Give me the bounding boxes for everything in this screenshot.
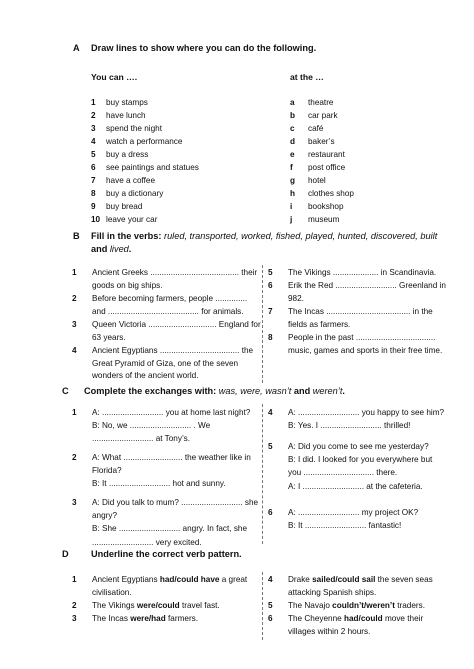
- item-line: Great Pyramid of Giza, one of the seven: [92, 358, 239, 368]
- item-line: A: ........................... my project OK?: [288, 508, 419, 517]
- section-d-letter: D: [62, 549, 69, 559]
- item-number: 10: [91, 215, 101, 224]
- item-line: wonders of the ancient world.: [92, 371, 199, 381]
- item-number: 6: [268, 614, 273, 623]
- item-letter: a: [290, 98, 295, 107]
- item-number: 5: [268, 442, 273, 451]
- item-number: 4: [268, 575, 273, 584]
- item-letter: j: [290, 215, 293, 224]
- item-line: [92, 601, 220, 614]
- item-line: ........................... very excited.: [92, 537, 202, 547]
- item-number: 6: [268, 281, 273, 290]
- section-b-title-end: .: [128, 244, 132, 254]
- item-number: 8: [91, 189, 96, 198]
- item-line: [92, 614, 198, 627]
- item-number: 7: [268, 307, 273, 316]
- item-line: A: Did you talk to mum? ........................... she: [92, 498, 259, 507]
- sentence-fragment: travel fast.: [179, 601, 220, 610]
- item-text: hotel: [308, 176, 326, 185]
- item-line: 982.: [288, 293, 304, 303]
- verb-choice[interactable]: sailed/could sail: [312, 575, 376, 584]
- verb-choice[interactable]: had/could have: [159, 575, 220, 584]
- item-line: Florida?: [92, 466, 122, 476]
- item-text: buy a dress: [106, 150, 149, 159]
- item-number: 3: [91, 124, 96, 133]
- section-b-title-verb-last: lived: [109, 244, 129, 254]
- item-text: theatre: [308, 98, 334, 107]
- sentence-fragment: Ancient Egyptians: [92, 575, 160, 584]
- item-line: villages within 2 hours.: [288, 626, 371, 636]
- item-number: 1: [72, 268, 77, 277]
- item-letter: b: [290, 111, 296, 120]
- verb-choice[interactable]: couldn’t/weren’t: [332, 601, 395, 610]
- section-c-title-words: was, were, wasn’t: [218, 386, 292, 396]
- section-b-title-verbs: ruled, transported, worked, fished, played, hunted, discovered, built: [164, 231, 438, 241]
- item-line: People in the past ...................................: [288, 333, 436, 342]
- section-c-title-and: and: [291, 386, 313, 396]
- section-a-letter: A: [73, 43, 80, 53]
- item-text: restaurant: [308, 150, 345, 159]
- sentence-fragment: The Cheyenne: [288, 614, 344, 623]
- sentence-fragment: Drake: [288, 575, 313, 584]
- item-number: 3: [72, 498, 77, 507]
- item-line: Ancient Egyptians ................................... the: [92, 346, 254, 355]
- item-number: 5: [91, 150, 96, 159]
- section-b-title: [91, 231, 437, 243]
- item-line: A: What .......................... the weather like in: [92, 453, 251, 462]
- item-line: B: Yes. I ........................... thrilled!: [288, 421, 411, 431]
- item-line: ........................... at Tony’s.: [92, 434, 190, 444]
- item-number: 4: [72, 346, 77, 355]
- item-number: 4: [91, 137, 96, 146]
- item-line: Before becoming farmers, people ..............: [92, 294, 248, 303]
- item-line: Erik the Red ........................... Greenland in: [288, 281, 446, 290]
- section-d-title: Underline the correct verb pattern.: [91, 549, 242, 559]
- item-line: B: She ........................... angry. In fact, she: [92, 524, 248, 534]
- section-c-title-end: .: [342, 386, 345, 396]
- item-number: 2: [72, 453, 77, 462]
- item-number: 8: [268, 333, 273, 342]
- item-text: see paintings and statues: [106, 163, 199, 172]
- section-b-divider: [262, 265, 263, 383]
- item-line: B: It ........................... fantastic!: [288, 521, 402, 531]
- item-number: 5: [268, 268, 273, 277]
- item-line: [288, 575, 433, 588]
- item-number: 9: [91, 202, 96, 211]
- item-number: 1: [72, 408, 77, 417]
- item-letter: h: [290, 189, 296, 198]
- item-letter: c: [290, 124, 295, 133]
- sentence-fragment: traders.: [394, 601, 425, 610]
- item-text: buy a dictionary: [106, 189, 164, 198]
- section-b-title-lead: Fill in the verbs:: [91, 231, 165, 241]
- item-line: B: No, we ........................... . We: [92, 421, 211, 431]
- section-a-left-heading: You can ….: [91, 72, 138, 82]
- sentence-fragment: The Incas: [92, 614, 131, 623]
- sentence-fragment: move their: [382, 614, 424, 623]
- sentence-fragment: farmers.: [165, 614, 199, 623]
- sentence-fragment: The Vikings: [92, 601, 137, 610]
- item-number: 3: [72, 320, 77, 329]
- item-line: The Vikings .................... in Scandinavia.: [288, 268, 437, 277]
- item-text: have lunch: [106, 111, 146, 120]
- item-line: Ancient Greeks ....................................... their: [92, 268, 258, 277]
- section-b-title-and: and: [91, 244, 110, 254]
- item-line: 63 years.: [92, 332, 126, 342]
- verb-choice[interactable]: were/could: [136, 601, 180, 610]
- item-letter: i: [290, 202, 293, 211]
- item-number: 3: [72, 614, 77, 623]
- section-b-title-line2: [91, 244, 131, 256]
- item-letter: e: [290, 150, 295, 159]
- sentence-fragment: The Navajo: [288, 601, 333, 610]
- item-text: buy bread: [106, 202, 143, 211]
- section-a-right-heading: at the …: [290, 72, 324, 82]
- item-line: attacking Spanish ships.: [288, 587, 377, 597]
- item-line: you ............................... there.: [288, 468, 398, 478]
- item-text: have a coffee: [106, 176, 156, 185]
- item-number: 4: [268, 408, 273, 417]
- item-line: fields as farmers.: [288, 319, 351, 329]
- item-number: 6: [91, 163, 96, 172]
- item-line: A: Did you come to see me yesterday?: [288, 442, 429, 451]
- item-number: 6: [268, 508, 273, 517]
- item-number: 2: [72, 294, 77, 303]
- item-line: A: ........................... you at home last night?: [92, 408, 251, 417]
- item-line: goods on big ships.: [92, 280, 163, 290]
- item-text: café: [308, 124, 324, 133]
- item-text: baker’s: [308, 137, 335, 146]
- item-line: civilisation.: [92, 587, 132, 597]
- item-letter: f: [290, 163, 293, 172]
- item-line: Queen Victoria .............................. England for: [92, 320, 261, 329]
- item-text: spend the night: [106, 124, 162, 133]
- item-text: post office: [308, 163, 346, 172]
- item-number: 7: [91, 176, 96, 185]
- verb-choice[interactable]: were/had: [130, 614, 166, 623]
- item-line: B: I did. I looked for you everywhere but: [288, 455, 433, 465]
- item-number: 1: [72, 575, 77, 584]
- item-letter: d: [290, 137, 296, 146]
- item-line: B: It ........................... hot and sunny.: [92, 479, 226, 489]
- section-c-title-lead: Complete the exchanges with:: [84, 386, 219, 396]
- item-text: car park: [308, 111, 338, 120]
- item-text: bookshop: [308, 202, 344, 211]
- item-text: leave your car: [106, 215, 158, 224]
- sentence-fragment: a great: [219, 575, 248, 584]
- item-text: clothes shop: [308, 189, 354, 198]
- section-a-title: Draw lines to show where you can do the following.: [91, 43, 317, 53]
- item-number: 2: [91, 111, 96, 120]
- item-line: [92, 575, 247, 588]
- section-d-divider: [262, 572, 263, 640]
- item-letter: g: [290, 176, 296, 185]
- item-text: museum: [308, 215, 340, 224]
- item-line: [288, 614, 423, 627]
- item-line: [288, 601, 425, 614]
- item-line: music, games and sports in their free time.: [288, 345, 443, 355]
- section-c-divider: [262, 404, 263, 544]
- verb-choice[interactable]: had/could: [344, 614, 383, 623]
- item-text: watch a performance: [106, 137, 183, 146]
- sentence-fragment: the seven seas: [375, 575, 433, 584]
- item-number: 1: [91, 98, 96, 107]
- section-c-letter: C: [62, 386, 69, 396]
- section-c-title: [84, 386, 345, 398]
- section-b-letter: B: [73, 231, 80, 241]
- item-line: angry?: [92, 511, 118, 521]
- item-line: A: ........................... you happy to see him?: [288, 408, 445, 417]
- item-text: buy stamps: [106, 98, 148, 107]
- item-number: 5: [268, 601, 273, 610]
- item-line: A: I ........................... at the cafeteria.: [288, 481, 423, 491]
- section-c-title-word-last: weren’t: [312, 386, 343, 396]
- item-line: and ........................................ for animals.: [92, 306, 244, 316]
- item-line: The Incas ..................................... in the: [288, 307, 433, 316]
- item-number: 2: [72, 601, 77, 610]
